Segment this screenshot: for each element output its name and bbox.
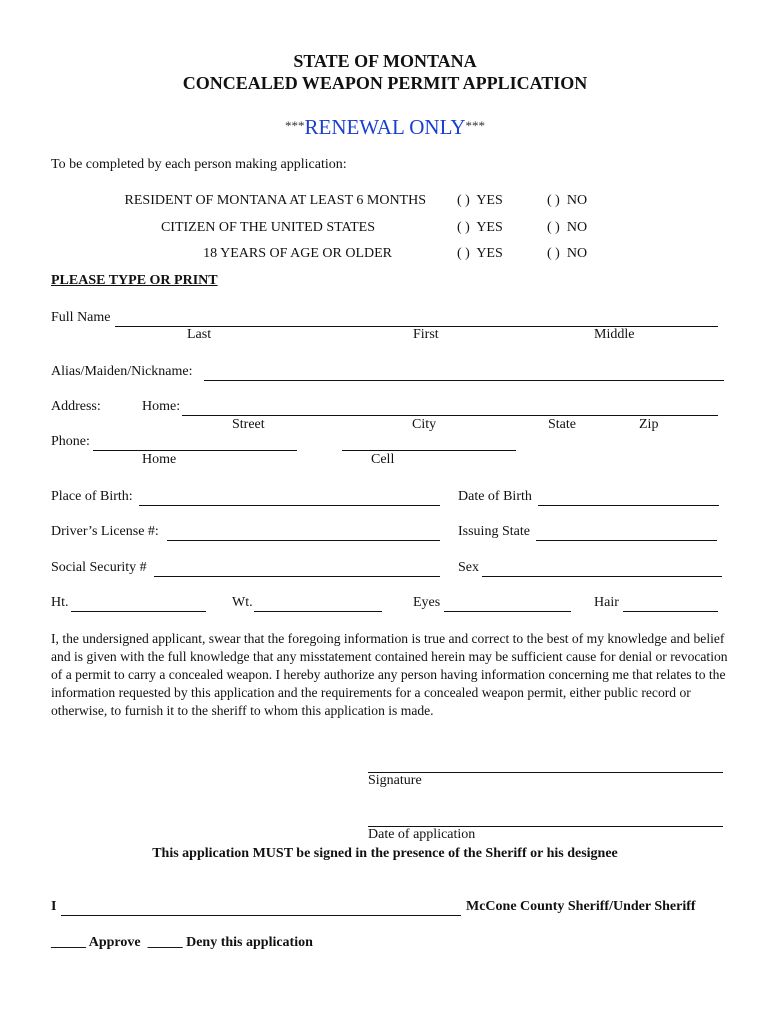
question-age: 18 YEARS OF AGE OR OLDER xyxy=(203,246,392,261)
alias-label: Alias/Maiden/Nickname: xyxy=(51,364,193,379)
issuing-state-field[interactable] xyxy=(536,524,717,541)
place-of-birth-field[interactable] xyxy=(139,489,440,506)
age-no-checkbox[interactable]: ( ) NO xyxy=(547,246,588,261)
street-caption: Street xyxy=(232,417,265,432)
hair-label: Hair xyxy=(594,595,619,610)
form-title: STATE OF MONTANA xyxy=(293,51,477,71)
phone-label: Phone: xyxy=(51,434,90,449)
eyes-label: Eyes xyxy=(413,595,441,610)
date-of-birth-label: Date of Birth xyxy=(458,489,532,504)
drivers-license-field[interactable] xyxy=(167,524,440,541)
renewal-suffix: *** xyxy=(465,118,485,133)
zip-caption: Zip xyxy=(639,417,659,432)
residency-no-checkbox[interactable]: ( ) NO xyxy=(547,193,588,208)
approve-blank[interactable]: _____ xyxy=(51,935,86,950)
weight-label: Wt. xyxy=(232,595,253,610)
question-residency: RESIDENT OF MONTANA AT LEAST 6 MONTHS xyxy=(124,193,426,208)
deny-blank[interactable]: _____ xyxy=(147,935,183,950)
date-of-application-caption: Date of application xyxy=(368,827,476,842)
state-caption: State xyxy=(548,417,576,432)
cell-phone-caption: Cell xyxy=(371,452,395,467)
place-of-birth-label: Place of Birth: xyxy=(51,489,133,504)
form-subtitle: CONCEALED WEAPON PERMIT APPLICATION xyxy=(182,73,588,93)
signature-field[interactable] xyxy=(368,756,723,773)
height-field[interactable] xyxy=(71,595,206,612)
age-yes-checkbox[interactable]: ( ) YES xyxy=(457,246,503,261)
home-address-field[interactable] xyxy=(182,399,718,416)
signing-notice: This application MUST be signed in the presence of the Sheriff or his designee xyxy=(152,846,618,861)
home-address-label: Home: xyxy=(142,399,181,414)
first-name-caption: First xyxy=(413,327,439,342)
renewal-banner xyxy=(0,115,770,140)
residency-yes-checkbox[interactable]: ( ) YES xyxy=(457,193,503,208)
home-phone-field[interactable] xyxy=(93,434,297,451)
full-name-label: Full Name xyxy=(51,310,111,325)
renewal-text: RENEWAL ONLY xyxy=(304,115,466,139)
ssn-label: Social Security # xyxy=(51,560,147,575)
eyes-field[interactable] xyxy=(444,595,571,612)
type-or-print-instruction: PLEASE TYPE OR PRINT xyxy=(51,273,218,288)
deny-label: Deny this application xyxy=(186,935,313,950)
drivers-license-label: Driver’s License #: xyxy=(51,524,159,539)
height-label: Ht. xyxy=(51,595,69,610)
cell-phone-field[interactable] xyxy=(342,434,516,451)
oath-paragraph: I, the undersigned applicant, swear that the foregoing information is true and correct to the best of my knowledge and belief and is given with the full knowledge that any misstatement contained herein may be sufficient cause for denial or revocation of a permit to carry a concealed weapon. I hereby authorize any person having information concerning me that relates to the information requested by this application and the requirements for a concealed weapon permit, either public record or otherwise, to furnish it to the sheriff to whom this application is made. xyxy=(51,631,728,718)
sheriff-name-field[interactable] xyxy=(61,899,461,916)
signature-caption: Signature xyxy=(368,773,422,788)
question-citizen: CITIZEN OF THE UNITED STATES xyxy=(160,220,375,235)
sheriff-title: McCone County Sheriff/Under Sheriff xyxy=(466,899,696,914)
intro-text: To be completed by each person making application: xyxy=(51,157,347,172)
date-of-application-field[interactable] xyxy=(368,810,723,827)
date-of-birth-field[interactable] xyxy=(538,489,719,506)
sheriff-prefix: I xyxy=(51,899,57,914)
middle-name-caption: Middle xyxy=(594,327,635,342)
full-name-field[interactable] xyxy=(115,310,718,327)
approval-line xyxy=(51,935,313,951)
sex-label: Sex xyxy=(458,560,479,575)
citizen-no-checkbox[interactable]: ( ) NO xyxy=(547,220,588,235)
address-label: Address: xyxy=(51,399,101,414)
ssn-field[interactable] xyxy=(154,560,440,577)
approve-label: Approve xyxy=(88,935,141,950)
renewal-prefix: *** xyxy=(284,118,305,133)
city-caption: City xyxy=(412,417,437,432)
issuing-state-label: Issuing State xyxy=(458,524,530,539)
weight-field[interactable] xyxy=(254,595,382,612)
sex-field[interactable] xyxy=(482,560,722,577)
hair-field[interactable] xyxy=(623,595,718,612)
home-phone-caption: Home xyxy=(142,452,177,467)
alias-field[interactable] xyxy=(204,364,724,381)
last-name-caption: Last xyxy=(187,327,212,342)
citizen-yes-checkbox[interactable]: ( ) YES xyxy=(457,220,503,235)
